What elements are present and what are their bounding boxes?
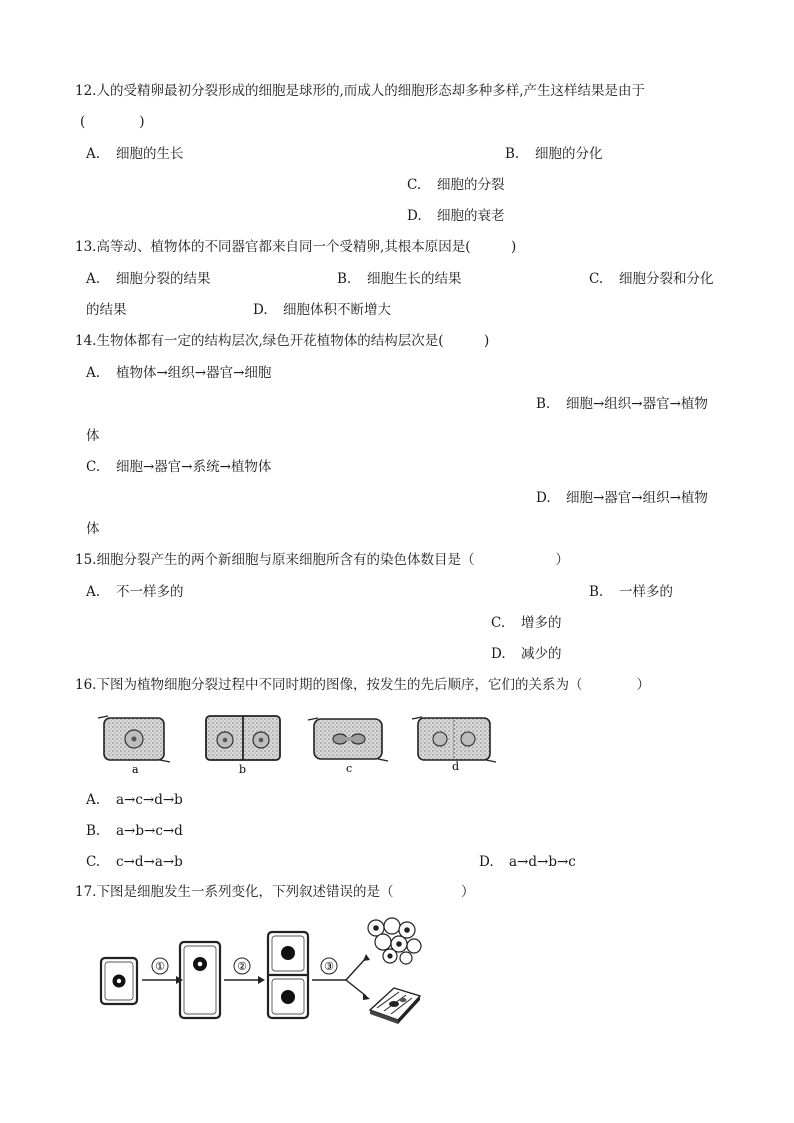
q16-cell-division-figure — [96, 710, 502, 776]
q14-stem: 14.生物体都有一定的结构层次,绿色开花植物体的结构层次是( ) — [75, 333, 490, 349]
cell-c-drawing — [308, 718, 388, 761]
step-label-3: ③ — [324, 960, 334, 973]
option-text: c→d→a→b — [116, 854, 183, 870]
option-text: 细胞的生长 — [116, 146, 184, 162]
option-text: a→b→c→d — [116, 823, 183, 839]
q14-option-d-continued: 体 — [86, 521, 100, 537]
q13-option-b[interactable] — [337, 270, 462, 288]
q14-option-b[interactable] — [536, 395, 708, 413]
option-letter: B. — [536, 396, 551, 412]
option-letter: A. — [86, 584, 101, 600]
option-text: 细胞分裂的结果 — [116, 271, 211, 287]
option-text: 细胞体积不断增大 — [283, 302, 391, 318]
q13-stem: 13.高等动、植物体的不同器官都来自同一个受精卵,其根本原因是( ) — [75, 239, 517, 255]
option-letter: A. — [86, 365, 101, 381]
q13-option-d[interactable] — [253, 301, 391, 319]
option-letter: A. — [86, 271, 101, 287]
option-letter: C. — [491, 615, 506, 631]
option-text: 减少的 — [521, 646, 562, 662]
fig-label-d: d — [452, 760, 460, 773]
q14-option-b-continued: 体 — [86, 428, 100, 444]
q15-option-a[interactable] — [86, 583, 184, 601]
step-label-2: ② — [237, 960, 247, 973]
option-letter: B. — [505, 146, 520, 162]
option-text: 细胞→器官→组织→植物 — [566, 490, 708, 506]
fig-label-a: a — [132, 763, 139, 776]
q17-tissue-block — [370, 988, 420, 1024]
q17-round-cell-cluster — [368, 918, 421, 964]
option-letter: B. — [589, 584, 604, 600]
option-letter: B. — [337, 271, 352, 287]
option-letter: A. — [86, 146, 101, 162]
q14-option-a[interactable] — [86, 364, 271, 382]
cell-d-drawing — [412, 717, 496, 762]
option-letter: C. — [86, 854, 101, 870]
q16-option-a[interactable] — [86, 791, 183, 809]
q16-option-b[interactable] — [86, 822, 183, 840]
option-text: 细胞的分裂 — [437, 177, 505, 193]
option-letter: A. — [86, 792, 101, 808]
q15-stem: 15.细胞分裂产生的两个新细胞与原来细胞所含有的染色体数目是（ ） — [75, 552, 569, 568]
q17-cell-change-figure — [98, 914, 424, 1026]
q17-cell-3 — [268, 932, 308, 1018]
q16-option-d[interactable] — [479, 853, 576, 871]
step-label-1: ① — [155, 960, 165, 973]
option-letter: D. — [491, 646, 506, 662]
fig-label-b: b — [239, 763, 247, 776]
option-text: 一样多的 — [619, 584, 673, 600]
option-text: 植物体→组织→器官→细胞 — [116, 365, 272, 381]
q17-stem: 17.下图是细胞发生一系列变化，下列叙述错误的是（ ） — [75, 884, 475, 900]
option-text: 不一样多的 — [116, 584, 184, 600]
fig-label-c: c — [346, 762, 353, 775]
q15-option-d[interactable] — [491, 645, 562, 663]
q13-option-c-continued: 的结果 — [86, 302, 127, 318]
option-text: 增多的 — [521, 615, 562, 631]
option-text: 细胞→器官→系统→植物体 — [116, 459, 272, 475]
q12-option-b[interactable] — [505, 145, 603, 163]
option-letter: C. — [86, 459, 101, 475]
q12-answer-paren: ( ) — [80, 114, 145, 130]
q17-cell-1 — [101, 958, 137, 1004]
q17-cell-2 — [180, 942, 220, 1018]
option-text: a→d→b→c — [509, 854, 576, 870]
option-letter: D. — [253, 302, 268, 318]
q15-option-c[interactable] — [491, 614, 562, 632]
option-letter: C. — [407, 177, 422, 193]
option-text: 细胞的衰老 — [437, 208, 505, 224]
option-letter: D. — [536, 490, 551, 506]
q13-option-c[interactable] — [589, 270, 714, 288]
q12-option-c[interactable] — [407, 176, 505, 194]
option-text: a→c→d→b — [116, 792, 183, 808]
q16-option-c[interactable] — [86, 853, 183, 871]
option-letter: D. — [479, 854, 494, 870]
q14-option-c[interactable] — [86, 458, 271, 476]
option-text: 细胞→组织→器官→植物 — [566, 396, 708, 412]
q12-option-d[interactable] — [407, 207, 505, 225]
q15-option-b[interactable] — [589, 583, 673, 601]
cell-b-drawing — [206, 716, 280, 760]
q14-option-d[interactable] — [536, 489, 708, 507]
q13-option-a[interactable] — [86, 270, 211, 288]
option-letter: B. — [86, 823, 101, 839]
option-text: 细胞分裂和分化 — [619, 271, 714, 287]
option-letter: C. — [589, 271, 604, 287]
cell-a-drawing — [98, 716, 170, 762]
option-text: 细胞生长的结果 — [367, 271, 462, 287]
q16-stem: 16.下图为植物细胞分裂过程中不同时期的图像，按发生的先后顺序，它们的关系为（ ） — [75, 677, 650, 693]
q12-option-a[interactable] — [86, 145, 184, 163]
q12-stem: 12.人的受精卵最初分裂形成的细胞是球形的,而成人的细胞形态却多种多样,产生这样结果是由于 — [75, 83, 646, 99]
option-text: 细胞的分化 — [535, 146, 603, 162]
option-letter: D. — [407, 208, 422, 224]
